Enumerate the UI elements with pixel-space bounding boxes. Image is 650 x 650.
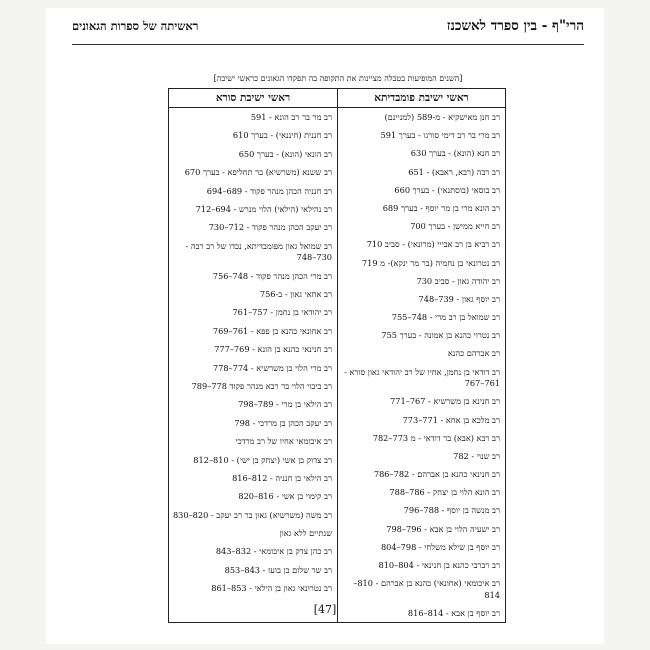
pumbedita-entry: רב בוסאי (בוסתנאי) - בערך 660 <box>394 184 500 195</box>
pumbedita-entry: רב איכומאי (אחונאי) כהנא בן אברהם - 810–814 <box>353 578 500 600</box>
pumbedita-entry: רב יוסף בן אבא - 814–816 <box>407 607 500 618</box>
sura-entry: רב איבומאי אחיו של רב מרדכי <box>235 436 332 447</box>
pumbedita-entry: רב חנינא בן משרשיא - 767–771 <box>390 396 500 407</box>
sura-entry: רב אחאי גאון - ב-756 <box>259 289 332 300</box>
sura-entry: רב ביבוי הלוי בר רבא מנהר פקוד 778–789 <box>191 380 332 391</box>
sura-entry: רב מר בר רב הונא - 591 <box>250 112 332 122</box>
pumbedita-entry: רב שנוי - 782 <box>453 450 500 461</box>
pumbedita-entry: רב חנן מאישקיא - מ-589 (למניינם) <box>384 112 500 122</box>
pumbedita-entry: רב מנשה בן יוסף - 788–796 <box>403 505 500 516</box>
sura-entry: שנתיים ללא גאון <box>279 528 332 539</box>
sura-entry: רב אחונאי כהנא בן פפא - 761–769 <box>212 325 332 336</box>
geonim-table <box>168 88 506 623</box>
pumbedita-entry: רב דודאי בן נחמן, אחיו של רב יהודאי גאון סורא - 761–767 <box>344 366 500 389</box>
sura-entry: רב חננית (חיננאי) - בערך 610 <box>232 130 332 141</box>
sura-entry: רב שמואל גאון מפומבדיתא, נכדו של רב רבה - 730–748 <box>185 240 332 263</box>
pumbedita-entry: רב חנינאי כהנא בן אברהם - 782–786 <box>373 469 500 480</box>
sura-entry: רב הילאי בן מרי - 789–798 <box>238 399 332 410</box>
running-header-book-title: הרי"ף - בין ספרד לאשכנז <box>446 18 584 34</box>
pumbedita-entry: רב נטרונאי בן נחמיה (בר מר ינקא)- מ 719 <box>361 257 500 268</box>
sura-entry: רב יעקב הכהן בן מרדכי - 798 <box>234 417 332 428</box>
sura-entry: רב חנניה הכהן מנהר פקוד - 689–694 <box>206 185 332 196</box>
sura-column <box>169 89 337 622</box>
sura-entry: רב יעקב הכהן מנהר פקוד - 712–730 <box>208 222 332 233</box>
sura-entry: רב נטרונאי גאון בן הילאי - 853–861 <box>211 583 332 594</box>
pumbedita-entry: רב שמואל בן רב מרי - 748–755 <box>391 312 500 323</box>
sura-entry: רב כהן צדק בן איבומאי - 832–843 <box>215 546 332 557</box>
pumbedita-column <box>337 89 505 622</box>
sura-entry: רב יהודאי בן נחמן - 757–761 <box>232 307 332 318</box>
pumbedita-entry: רב ישעיה הלוי בן אבא - 796–798 <box>386 523 500 534</box>
running-header <box>72 18 584 45</box>
pumbedita-entry: רב מרי בר רב דימי סורגו - בערך 591 <box>380 130 500 141</box>
sura-entry: רב משה (משרשיא) גאון בר רב יעקב - 820–830 <box>172 509 332 520</box>
sura-entry: רב ששנא (משרשיא) בר תחליפא - בערך 670 <box>184 167 332 178</box>
pumbedita-entry: רב הונא הלוי בן יצחק - 786–788 <box>389 487 500 498</box>
sura-entry: רב נהילאי (הילאי) הלוי מנרש - 694–712 <box>195 203 332 214</box>
pumbedita-entry: רב נטרוי כהנא בן אמונה - בערך 755 <box>381 330 500 341</box>
pumbedita-entry: רב יוסף גאון - 739–748 <box>418 293 500 304</box>
table-caption: [השנים המופיעות בטבלה מציינות את התקופה בה תפקדו הגאונים כראשי ישיבה] <box>213 74 463 83</box>
sura-list <box>169 108 337 595</box>
running-header-chapter-title: ראשיתה של ספרות הגאונים <box>72 19 199 33</box>
page-number: [47] <box>313 603 337 616</box>
sura-entry: רב חנינאי כהנא בן הונא - 769–777 <box>214 344 332 355</box>
sura-entry: רב הילאי בן חנניה - 812–816 <box>232 472 332 483</box>
sura-entry: רב צדוק בן אשי (יצחק בן ישי) - 810–812 <box>193 454 332 465</box>
pumbedita-entry: רב רבה (רבא, ראבא) - 651 <box>408 166 500 177</box>
sura-entry: רב שר שלום בן בועז - 843–853 <box>224 564 332 575</box>
pumbedita-entry: רב רביא בן רב אבייי (מרונאי) - סביב 710 <box>366 239 500 250</box>
pumbedita-entry: רב רבא (אבא) בר דודאי - מ 773–782 <box>372 432 500 443</box>
pumbedita-entry: רב מלכא בן אחא - 771–773 <box>402 414 500 425</box>
pumbedita-entry: רב הונא מרי בן מר יוסף - בערך 689 <box>382 202 500 213</box>
book-page <box>46 8 604 644</box>
sura-column-header: ראשי ישיבת סורא <box>169 89 337 108</box>
pumbedita-list <box>338 108 505 619</box>
pumbedita-entry: רב רברבי כהנא בן חנינאי - 804–810 <box>378 560 500 570</box>
pumbedita-entry: רב חייא ממישן - בערך 700 <box>410 221 500 232</box>
pumbedita-entry: רב אברהם כהנא <box>447 348 500 359</box>
sura-entry: רב הונאי (הונא) - בערך 650 <box>238 148 332 159</box>
sura-entry: רב מרי הכהן מנהר פקוד - 748–756 <box>212 270 332 281</box>
pumbedita-entry: רב חנא (הונא) - בערך 630 <box>410 148 500 159</box>
pumbedita-entry: רב יוסף בן שילא משלחי - 798–804 <box>380 541 500 552</box>
pumbedita-column-header: ראשי ישיבת פומבדיתא <box>338 89 505 108</box>
sura-entry: רב מרי הלוי בן משרשיא - 774–778 <box>212 362 332 373</box>
pumbedita-entry: רב יהודה גאון - סביב 730 <box>416 275 500 286</box>
sura-entry: רב קימוי בן אשי - 816–820 <box>238 491 332 502</box>
